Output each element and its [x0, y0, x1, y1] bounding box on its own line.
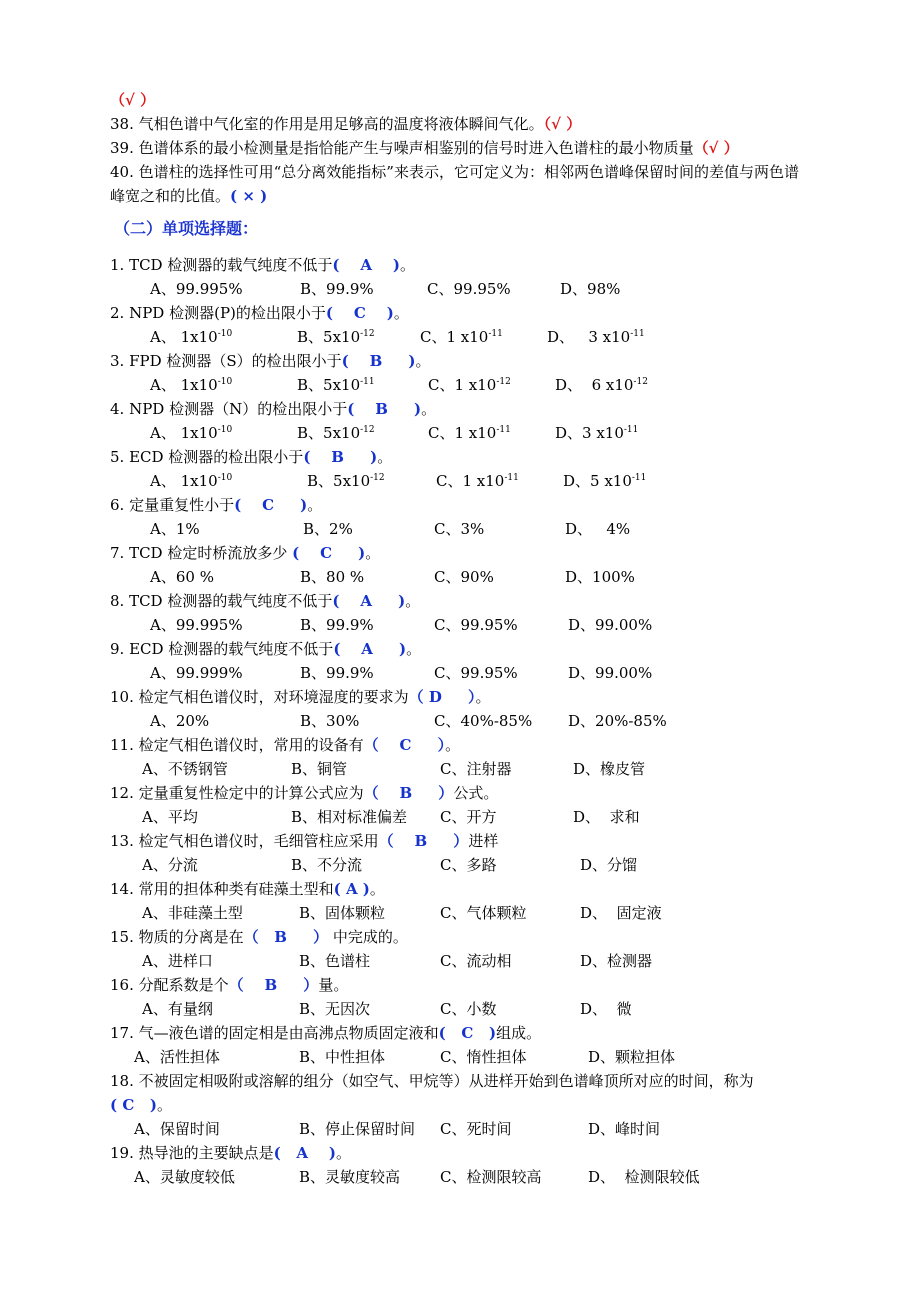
- answer-mark: ( C ): [234, 496, 308, 514]
- option-a: [150, 517, 200, 541]
- option-text: A、活性担体: [134, 1048, 220, 1066]
- option-d: [568, 613, 652, 637]
- option-c: [440, 1165, 541, 1189]
- option-row: [110, 709, 810, 733]
- question-text: 1. TCD 检测器的载气纯度不低于: [110, 256, 333, 274]
- question-text: 10. 检定气相色谱仪时，对环境湿度的要求为: [110, 688, 409, 706]
- option-d: [555, 373, 648, 397]
- option-c: [440, 901, 526, 925]
- option-text: C、1 x10: [428, 424, 497, 442]
- option-row: [110, 421, 810, 445]
- option-exponent: -11: [360, 377, 375, 387]
- option-c: [434, 661, 518, 685]
- option-text: A、 1x10: [150, 472, 218, 490]
- option-exponent: -12: [633, 377, 648, 387]
- option-text: D、 固定液: [580, 904, 662, 922]
- question-text: 17. 气—液色谱的固定相是由高沸点物质固定液和: [110, 1024, 439, 1042]
- option-text: B、80 %: [300, 568, 365, 586]
- question-item: [110, 397, 810, 421]
- option-text: C、1 x10: [436, 472, 505, 490]
- question-suffix: 量。: [318, 976, 349, 994]
- question-suffix: 公式。: [453, 784, 499, 802]
- question-text: 4. NPD 检测器（N）的检出限小于: [110, 400, 348, 418]
- answer-mark: ( C ): [325, 304, 394, 322]
- option-c: [434, 613, 518, 637]
- option-d: [588, 1117, 660, 1141]
- option-text: B、5x10: [297, 328, 361, 346]
- option-text: C、检测限较高: [440, 1168, 542, 1186]
- option-a: [142, 997, 213, 1021]
- option-a: [150, 565, 214, 589]
- option-text: A、 1x10: [150, 328, 218, 346]
- answer-mark: （ C ）: [363, 736, 446, 754]
- answer-mark: ( B ): [303, 448, 378, 466]
- option-c: [440, 1117, 511, 1141]
- question-text: 39. 色谱体系的最小检测量是指恰能产生与噪声相鉴别的信号时进入色谱柱的最小物质量: [110, 139, 694, 157]
- answer-mark: （√ ）: [110, 91, 156, 109]
- option-text: C、注射器: [440, 760, 512, 778]
- option-b: [300, 661, 374, 685]
- answer-mark: ( A ): [333, 640, 407, 658]
- option-row: [110, 565, 810, 589]
- option-b: [297, 325, 375, 349]
- judge-continuation: [110, 88, 810, 112]
- answer-mark: （ B ）: [228, 976, 319, 994]
- option-b: [299, 901, 385, 925]
- option-exponent: -11: [488, 329, 503, 339]
- question-text: 11. 检定气相色谱仪时，常用的设备有: [110, 736, 364, 754]
- option-text: D、3 x10: [555, 424, 624, 442]
- answer-mark: ( × ): [230, 187, 268, 205]
- judge-item-39: [110, 136, 810, 160]
- option-row: [110, 661, 810, 685]
- option-exponent: -11: [496, 425, 511, 435]
- answer-mark: （√ ）: [543, 115, 582, 133]
- option-d: [580, 997, 632, 1021]
- option-text: B、中性担体: [299, 1048, 386, 1066]
- question-suffix: 。: [415, 352, 431, 370]
- option-a: [142, 949, 213, 973]
- option-b: [299, 997, 370, 1021]
- question-suffix: 。: [336, 1144, 352, 1162]
- option-row: [110, 901, 810, 925]
- option-text: B、相对标准偏差: [291, 808, 408, 826]
- option-text: C、多路: [440, 856, 497, 874]
- question-item: [110, 637, 810, 661]
- question-item: [110, 253, 810, 277]
- option-text: B、5x10: [297, 376, 361, 394]
- question-item: [110, 685, 810, 709]
- option-text: C、99.95%: [427, 280, 511, 298]
- option-row: [110, 1045, 810, 1069]
- question-item: [110, 877, 810, 901]
- option-row: [110, 325, 810, 349]
- option-b: [299, 949, 370, 973]
- option-exponent: -11: [630, 329, 645, 339]
- option-b: [291, 757, 347, 781]
- question-text: 8. TCD 检测器的载气纯度不低于: [110, 592, 333, 610]
- option-text: C、3%: [434, 520, 485, 538]
- question-suffix: 。: [406, 640, 422, 658]
- option-b: [299, 1045, 385, 1069]
- question-text: 16. 分配系数是个: [110, 976, 229, 994]
- option-text: D、 检测限较低: [588, 1168, 700, 1186]
- answer-mark: ( A ): [332, 592, 406, 610]
- option-a: [150, 661, 243, 685]
- option-row: [110, 613, 810, 637]
- option-d: [580, 949, 652, 973]
- option-c: [436, 469, 519, 493]
- option-row: [110, 997, 810, 1021]
- option-text: A、20%: [150, 712, 210, 730]
- question-suffix: 。: [369, 880, 385, 898]
- option-text: B、99.9%: [300, 664, 374, 682]
- question-item: [110, 1141, 810, 1165]
- option-a: [134, 1117, 220, 1141]
- option-b: [299, 1165, 400, 1189]
- option-text: B、99.9%: [300, 616, 374, 634]
- option-b: [297, 421, 375, 445]
- answer-mark: ( A ): [332, 256, 400, 274]
- question-item: [110, 541, 810, 565]
- question-suffix: 进样: [468, 832, 499, 850]
- judge-item-40: [110, 160, 810, 208]
- option-text: A、99.995%: [150, 616, 243, 634]
- option-text: D、 求和: [573, 808, 640, 826]
- answer-mark: ( C ): [292, 544, 366, 562]
- question-suffix: 。: [393, 304, 409, 322]
- option-a: [150, 325, 232, 349]
- option-text: B、99.9%: [300, 280, 374, 298]
- option-a: [142, 853, 198, 877]
- question-suffix: 。: [377, 448, 393, 466]
- option-text: C、开方: [440, 808, 497, 826]
- question-suffix: 中完成的。: [328, 928, 408, 946]
- option-c: [428, 421, 511, 445]
- question-item: [110, 493, 810, 517]
- option-d: [573, 805, 640, 829]
- option-text: D、99.00%: [568, 616, 653, 634]
- option-a: [150, 613, 243, 637]
- option-text: A、99.995%: [150, 280, 243, 298]
- option-b: [297, 373, 375, 397]
- judge-item-38: [110, 112, 810, 136]
- option-text: D、检测器: [580, 952, 653, 970]
- option-text: D、橡皮管: [573, 760, 646, 778]
- question-item: [110, 349, 810, 373]
- option-text: B、固体颗粒: [299, 904, 386, 922]
- option-b: [291, 853, 362, 877]
- option-text: C、死时间: [440, 1120, 512, 1138]
- question-suffix: 。: [421, 400, 437, 418]
- question-suffix: 。: [399, 256, 415, 274]
- question-item: [110, 829, 810, 853]
- option-d: [568, 661, 652, 685]
- option-b: [300, 277, 374, 301]
- option-row: [110, 1117, 810, 1141]
- option-b: [300, 565, 364, 589]
- question-text: 19. 热导池的主要缺点是: [110, 1144, 274, 1162]
- answer-mark: （√ ）: [693, 139, 739, 157]
- option-d: [588, 1045, 675, 1069]
- option-row: [110, 373, 810, 397]
- option-a: [134, 1165, 235, 1189]
- option-d: [547, 325, 645, 349]
- option-row: [110, 805, 810, 829]
- question-item: [110, 781, 810, 805]
- option-text: C、气体颗粒: [440, 904, 527, 922]
- option-c: [440, 805, 496, 829]
- question-item: [110, 445, 810, 469]
- option-b: [299, 1117, 415, 1141]
- option-c: [440, 997, 496, 1021]
- section-title: （二）单项选择题：: [114, 219, 259, 238]
- option-text: A、不锈钢管: [142, 760, 228, 778]
- option-a: [142, 757, 228, 781]
- option-text: D、 3 x10: [547, 328, 631, 346]
- option-row: [110, 517, 810, 541]
- option-c: [434, 709, 532, 733]
- option-text: B、不分流: [291, 856, 363, 874]
- question-text: 38. 气相色谱中气化室的作用是用足够高的温度将液体瞬间气化。: [110, 115, 544, 133]
- question-text: 13. 检定气相色谱仪时，毛细管柱应采用: [110, 832, 379, 850]
- option-text: B、5x10: [307, 472, 371, 490]
- question-item: [110, 1069, 810, 1117]
- question-suffix: 。: [365, 544, 381, 562]
- option-c: [428, 373, 511, 397]
- option-d: [568, 709, 667, 733]
- answer-mark: ( B ): [347, 400, 422, 418]
- option-row: [110, 757, 810, 781]
- option-exponent: -12: [360, 425, 375, 435]
- option-c: [427, 277, 511, 301]
- option-text: B、5x10: [297, 424, 361, 442]
- question-text: 7. TCD 检定时桥流放多少: [110, 544, 293, 562]
- option-a: [150, 373, 232, 397]
- option-d: [565, 565, 635, 589]
- option-text: C、惰性担体: [440, 1048, 527, 1066]
- option-d: [565, 517, 630, 541]
- option-text: B、铜管: [291, 760, 348, 778]
- document-page: [110, 88, 810, 1189]
- option-d: [573, 757, 645, 781]
- option-text: C、1 x10: [420, 328, 489, 346]
- option-exponent: -10: [217, 329, 233, 339]
- option-a: [150, 277, 243, 301]
- option-text: C、小数: [440, 1000, 497, 1018]
- answer-mark: （ D ）: [408, 688, 476, 706]
- option-text: A、 1x10: [150, 424, 218, 442]
- question-item: [110, 1021, 810, 1045]
- option-text: D、98%: [560, 280, 621, 298]
- option-text: D、20%-85%: [568, 712, 667, 730]
- question-text: 2. NPD 检测器(P)的检出限小于: [110, 304, 326, 322]
- answer-mark: ( C ): [438, 1024, 497, 1042]
- question-item: [110, 925, 810, 949]
- option-exponent: -10: [217, 473, 233, 483]
- option-d: [560, 277, 620, 301]
- option-text: B、灵敏度较高: [299, 1168, 401, 1186]
- option-text: C、99.95%: [434, 664, 518, 682]
- option-text: B、2%: [303, 520, 353, 538]
- option-text: B、30%: [300, 712, 360, 730]
- option-c: [440, 757, 511, 781]
- option-text: C、1 x10: [428, 376, 497, 394]
- answer-mark: ( C ): [110, 1096, 158, 1114]
- question-text: 5. ECD 检测器的检出限小于: [110, 448, 304, 466]
- option-text: C、90%: [434, 568, 494, 586]
- option-text: A、有量纲: [142, 1000, 213, 1018]
- option-text: D、 微: [580, 1000, 632, 1018]
- question-text: 40. 色谱柱的选择性可用“总分离效能指标”来表示，它可定义为：相邻两色谱峰保留时间的差值与两色谱峰宽之和的比值。: [110, 163, 799, 205]
- option-text: B、无因次: [299, 1000, 371, 1018]
- option-text: D、99.00%: [568, 664, 653, 682]
- answer-mark: ( A ): [333, 880, 370, 898]
- option-text: C、流动相: [440, 952, 512, 970]
- option-row: [110, 469, 810, 493]
- question-text: 9. ECD 检测器的载气纯度不低于: [110, 640, 334, 658]
- option-c: [420, 325, 503, 349]
- question-item: [110, 733, 810, 757]
- question-text: 14. 常用的担体种类有硅藻土型和: [110, 880, 334, 898]
- option-b: [300, 709, 359, 733]
- option-exponent: -11: [504, 473, 519, 483]
- question-suffix: 。: [157, 1096, 173, 1114]
- option-text: A、60 %: [150, 568, 214, 586]
- option-a: [150, 421, 232, 445]
- option-text: D、 6 x10: [555, 376, 634, 394]
- option-a: [142, 901, 243, 925]
- option-c: [440, 949, 511, 973]
- option-text: A、99.999%: [150, 664, 243, 682]
- option-text: A、平均: [142, 808, 198, 826]
- option-b: [300, 613, 374, 637]
- question-item: [110, 589, 810, 613]
- question-text: 18. 不被固定相吸附或溶解的组分（如空气、甲烷等）从进样开始到色谱峰顶所对应的时间，称为: [110, 1072, 754, 1090]
- option-text: A、分流: [142, 856, 198, 874]
- question-suffix: 。: [405, 592, 421, 610]
- option-d: [580, 901, 662, 925]
- option-exponent: -12: [370, 473, 385, 483]
- option-a: [150, 469, 232, 493]
- question-item: [110, 973, 810, 997]
- question-suffix: 。: [475, 688, 491, 706]
- question-list: [110, 253, 810, 1189]
- question-text: 12. 定量重复性检定中的计算公式应为: [110, 784, 364, 802]
- option-text: A、灵敏度较低: [134, 1168, 235, 1186]
- option-a: [150, 709, 209, 733]
- option-text: D、100%: [565, 568, 635, 586]
- option-a: [134, 1045, 220, 1069]
- option-exponent: -10: [217, 377, 233, 387]
- option-c: [440, 1045, 526, 1069]
- option-d: [588, 1165, 700, 1189]
- option-text: A、非硅藻土型: [142, 904, 243, 922]
- option-exponent: -11: [623, 425, 639, 435]
- option-c: [434, 517, 484, 541]
- option-text: D、峰时间: [588, 1120, 661, 1138]
- option-text: D、5 x10: [563, 472, 632, 490]
- option-row: [110, 1165, 810, 1189]
- option-text: A、进样口: [142, 952, 213, 970]
- answer-mark: （ B ）: [243, 928, 329, 946]
- option-exponent: -10: [217, 425, 233, 435]
- answer-mark: ( B ): [341, 352, 416, 370]
- question-suffix: 。: [445, 736, 461, 754]
- option-text: D、分馏: [580, 856, 638, 874]
- option-exponent: -12: [360, 329, 375, 339]
- question-text: 6. 定量重复性小于: [110, 496, 235, 514]
- option-b: [307, 469, 385, 493]
- question-item: [110, 301, 810, 325]
- option-row: [110, 949, 810, 973]
- question-suffix: 。: [307, 496, 323, 514]
- option-text: A、1%: [150, 520, 200, 538]
- option-d: [580, 853, 637, 877]
- option-text: B、色谱柱: [299, 952, 371, 970]
- option-text: C、99.95%: [434, 616, 518, 634]
- option-a: [142, 805, 198, 829]
- question-text: 15. 物质的分离是在: [110, 928, 244, 946]
- option-text: A、 1x10: [150, 376, 218, 394]
- option-text: A、保留时间: [134, 1120, 220, 1138]
- option-text: C、40%-85%: [434, 712, 533, 730]
- option-row: [110, 853, 810, 877]
- option-row: [110, 277, 810, 301]
- option-b: [291, 805, 407, 829]
- option-d: [563, 469, 646, 493]
- option-text: D、颗粒担体: [588, 1048, 676, 1066]
- option-text: B、停止保留时间: [299, 1120, 416, 1138]
- question-suffix: 组成。: [496, 1024, 542, 1042]
- option-exponent: -11: [631, 473, 647, 483]
- option-c: [440, 853, 496, 877]
- option-d: [555, 421, 638, 445]
- option-exponent: -12: [496, 377, 511, 387]
- question-text: 3. FPD 检测器（S）的检出限小于: [110, 352, 342, 370]
- option-text: D、 4%: [565, 520, 631, 538]
- option-b: [303, 517, 353, 541]
- option-c: [434, 565, 494, 589]
- answer-mark: （ B ）: [363, 784, 454, 802]
- answer-mark: ( A ): [273, 1144, 337, 1162]
- answer-mark: （ B ）: [378, 832, 469, 850]
